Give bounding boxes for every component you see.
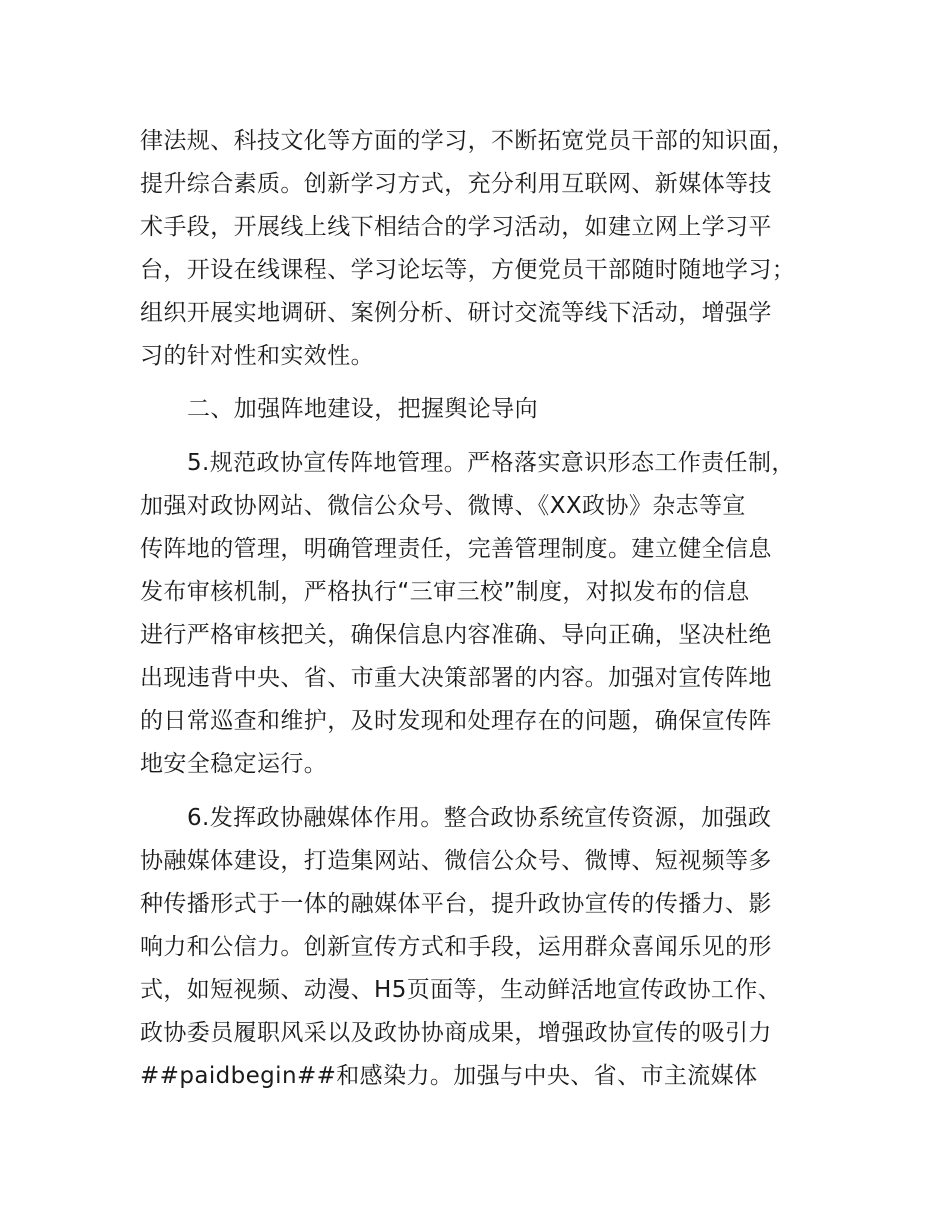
text-line: 进行严格审核把关，确保信息内容准确、导向正确，坚决杜绝	[140, 622, 772, 648]
text-line: ##paidbegin##和感染力。加强与中央、省、市主流媒体	[140, 1063, 758, 1089]
text-line: 种传播形式于一体的融媒体平台，提升政协宣传的传播力、影	[140, 891, 772, 917]
paragraph-first-line: 6.发挥政协融媒体作用。整合政协系统宣传资源，加强政	[187, 805, 772, 831]
text-line: 地安全稳定运行。	[140, 751, 328, 777]
text-line: 律法规、科技文化等方面的学习，不断拓宽党员干部的知识面，	[140, 128, 796, 154]
text-line: 术手段，开展线上线下相结合的学习活动，如建立网上学习平	[140, 214, 772, 240]
text-line: 式，如短视频、动漫、H5页面等，生动鲜活地宣传政协工作、	[140, 977, 782, 1003]
text-line: 加强对政协网站、微信公众号、微博、《XX政协》杂志等宣	[140, 493, 746, 519]
text-line: 协融媒体建设，打造集网站、微信公众号、微博、短视频等多	[140, 848, 772, 874]
text-line: 发布审核机制，严格执行“三审三校”制度，对拟发布的信息	[140, 579, 750, 605]
text-line: 台，开设在线课程、学习论坛等，方便党员干部随时随地学习；	[140, 257, 796, 283]
text-line: 提升综合素质。创新学习方式，充分利用互联网、新媒体等技	[140, 171, 772, 197]
text-line: 习的针对性和实效性。	[140, 343, 374, 369]
text-line: 组织开展实地调研、案例分析、研讨交流等线下活动，增强学	[140, 300, 772, 326]
paragraph-first-line: 5.规范政协宣传阵地管理。严格落实意识形态工作责任制，	[187, 450, 795, 476]
text-line: 传阵地的管理，明确管理责任，完善管理制度。建立健全信息	[140, 536, 772, 562]
section-heading: 二、加强阵地建设，把握舆论导向	[187, 396, 538, 422]
text-line: 响力和公信力。创新宣传方式和手段，运用群众喜闻乐见的形	[140, 934, 772, 960]
text-line: 政协委员履职风采以及政协协商成果，增强政协宣传的吸引力	[140, 1020, 772, 1046]
text-line: 出现违背中央、省、市重大决策部署的内容。加强对宣传阵地	[140, 665, 772, 691]
text-line: 的日常巡查和维护，及时发现和处理存在的问题，确保宣传阵	[140, 708, 772, 734]
